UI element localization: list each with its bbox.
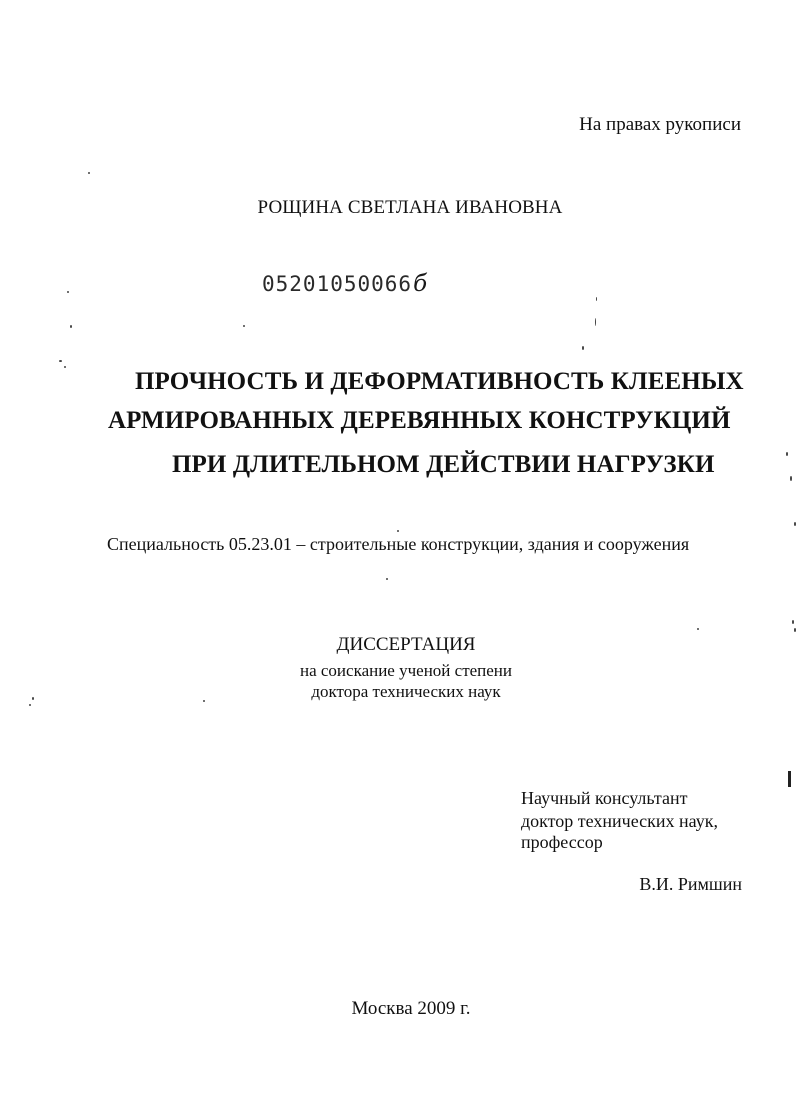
scan-speck [70, 325, 72, 328]
scan-speck [582, 346, 584, 350]
scan-speck [203, 700, 205, 702]
specialty-line: Специальность 05.23.01 – строительные конструкции, здания и сооружения [107, 534, 690, 554]
scan-speck [788, 771, 791, 787]
scan-speck [792, 620, 794, 624]
scan-speck [595, 318, 596, 326]
consultant-name: В.И. Римшин [639, 874, 742, 894]
scan-speck [32, 697, 34, 700]
scan-speck [794, 628, 796, 632]
scan-speck [243, 325, 245, 327]
scan-speck [397, 530, 399, 532]
scan-speck [88, 172, 90, 174]
dissertation-title-line-2: АРМИРОВАННЫХ ДЕРЕВЯННЫХ КОНСТРУКЦИЙ [108, 407, 731, 434]
manuscript-note: На правах рукописи [579, 114, 741, 135]
scan-speck [29, 704, 31, 706]
dissertation-heading: ДИССЕРТАЦИЯ [336, 634, 476, 655]
consultant-degree: доктор технических наук, [521, 811, 718, 831]
scan-speck [67, 291, 69, 293]
registry-stamp [262, 271, 428, 297]
city-year: Москва 2009 г. [351, 998, 471, 1019]
scan-speck [596, 297, 597, 301]
scan-speck [790, 476, 792, 481]
dissertation-title-line-1: ПРОЧНОСТЬ И ДЕФОРМАТИВНОСТЬ КЛЕЕНЫХ [135, 368, 744, 395]
scan-speck [794, 522, 796, 526]
author-name: РОЩИНА СВЕТЛАНА ИВАНОВНА [257, 197, 563, 218]
consultant-title: профессор [521, 832, 603, 852]
scan-speck [786, 452, 788, 456]
registry-number: 05201050066 [262, 272, 413, 296]
dissertation-title-line-3: ПРИ ДЛИТЕЛЬНОМ ДЕЙСТВИИ НАГРУЗКИ [172, 451, 715, 478]
degree-line-2: доктора технических наук [311, 682, 501, 701]
consultant-role: Научный консультант [521, 788, 688, 808]
degree-line-1: на соискание ученой степени [299, 661, 513, 680]
scan-speck [697, 628, 699, 630]
scan-speck [64, 366, 66, 368]
scan-speck [386, 578, 388, 580]
registry-handwritten-mark: б [413, 271, 429, 297]
scan-speck [59, 360, 62, 362]
